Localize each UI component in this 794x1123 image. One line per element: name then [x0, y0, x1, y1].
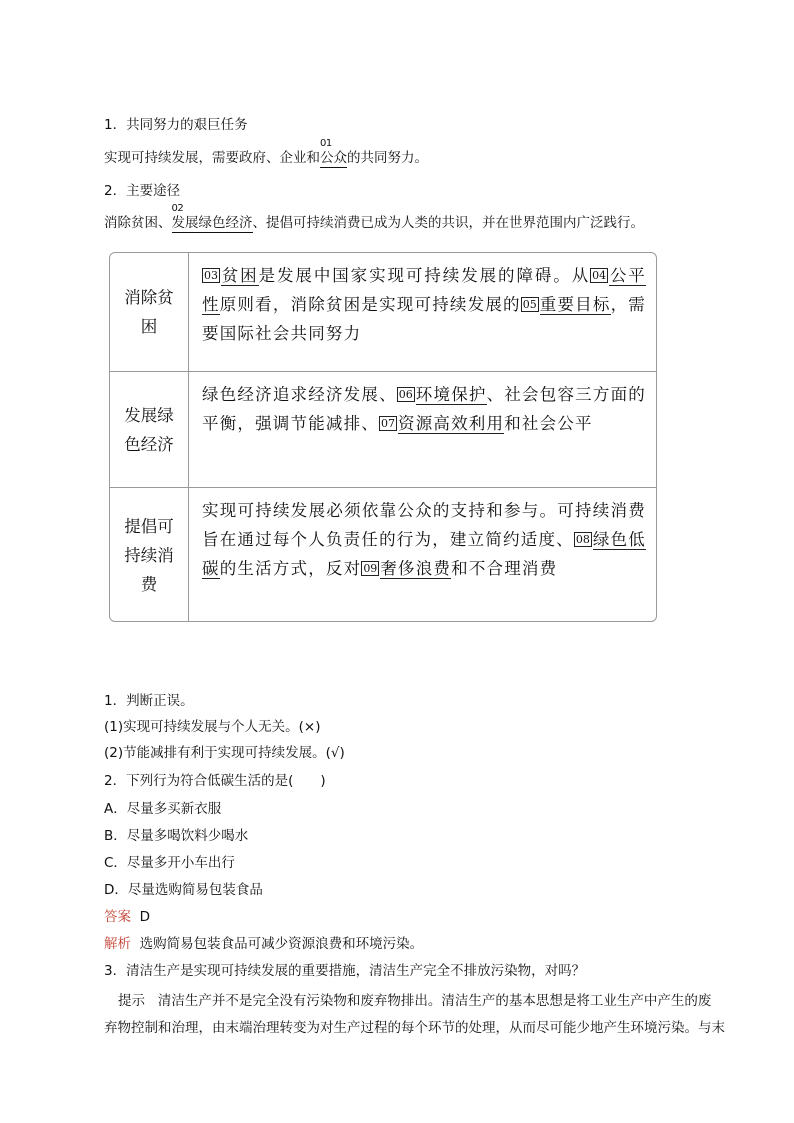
row-header: 消除贫困 — [110, 253, 189, 371]
row-content: 绿色经济追求经济发展、 06 环境保护、社会包容三方面的平衡，强调节能减排、 07 资源高效利用和社会公平 — [202, 385, 646, 433]
heading-2: 2．主要途径 — [104, 183, 181, 199]
answer-value: D — [139, 909, 150, 925]
table-row-green-economy — [110, 371, 656, 488]
table-row-sustainable-consumption — [110, 487, 656, 622]
option-d: D．尽量选购简易包装食品 — [104, 882, 263, 898]
option-a: A．尽量多买新衣服 — [104, 801, 222, 817]
question-2: 2．下列行为符合低碳生活的是( ) — [104, 773, 326, 789]
question-1a: (1)实现可持续发展与个人无关。(×) — [104, 719, 321, 735]
question-3: 3．清洁生产是实现可持续发展的重要措施，清洁生产完全不排放污染物，对吗？ — [104, 963, 586, 979]
heading-1: 1．共同努力的艰巨任务 — [104, 117, 248, 133]
row-header: 发展绿色经济 — [110, 372, 189, 488]
question-1: 1．判断正误。 — [104, 693, 194, 709]
paths-table — [109, 252, 657, 622]
table-row-poverty — [110, 253, 656, 371]
question-1b: (2)节能减排有利于实现可持续发展。(√) — [104, 745, 345, 761]
row-content: 03 贫困是发展中国家实现可持续发展的障碍。从 04 公平性原则看，消除贫困是实现可持续发展的 05 重要目标，需要国际社会共同努力 — [202, 266, 647, 343]
fill-blank-01: 01 公众 — [320, 138, 347, 166]
hint-line-1: 提示 清洁生产并不是完全没有污染物和废弃物排出。清洁生产的基本思想是将工业生产中产生的废 — [118, 993, 712, 1009]
row-header: 提倡可持续消费 — [110, 488, 189, 622]
fill-blank-02: 02 发展绿色经济 — [171, 203, 253, 231]
paragraph-2: 消除贫困、 02 发展绿色经济、提倡可持续消费已成为人类的共识，并在世界范围内广泛践行。 — [104, 203, 644, 231]
answer-line — [104, 908, 150, 926]
hint-line-2: 弃物控制和治理，由末端治理转变为对生产过程的每个环节的处理，从而尽可能少地产生环境污染。与末 — [104, 1020, 725, 1036]
option-c: C．尽量多开小车出行 — [104, 855, 235, 871]
answer-label: 答案 — [104, 909, 131, 925]
option-b: B．尽量多喝饮料少喝水 — [104, 828, 249, 844]
explanation-label: 解析 — [104, 936, 131, 952]
hint-label: 提示 — [118, 993, 145, 1009]
row-content: 实现可持续发展必须依靠公众的支持和参与。可持续消费旨在通过每个人负责任的行为，建立简约适度、 08 绿色低碳的生活方式，反对 09 奢侈浪费和不合理消费 — [202, 501, 646, 578]
paragraph-1: 实现可持续发展，需要政府、企业和 01 公众的共同努力。 — [104, 138, 428, 166]
explanation-line: 解析 选购简易包装食品可减少资源浪费和环境污染。 — [104, 936, 424, 952]
